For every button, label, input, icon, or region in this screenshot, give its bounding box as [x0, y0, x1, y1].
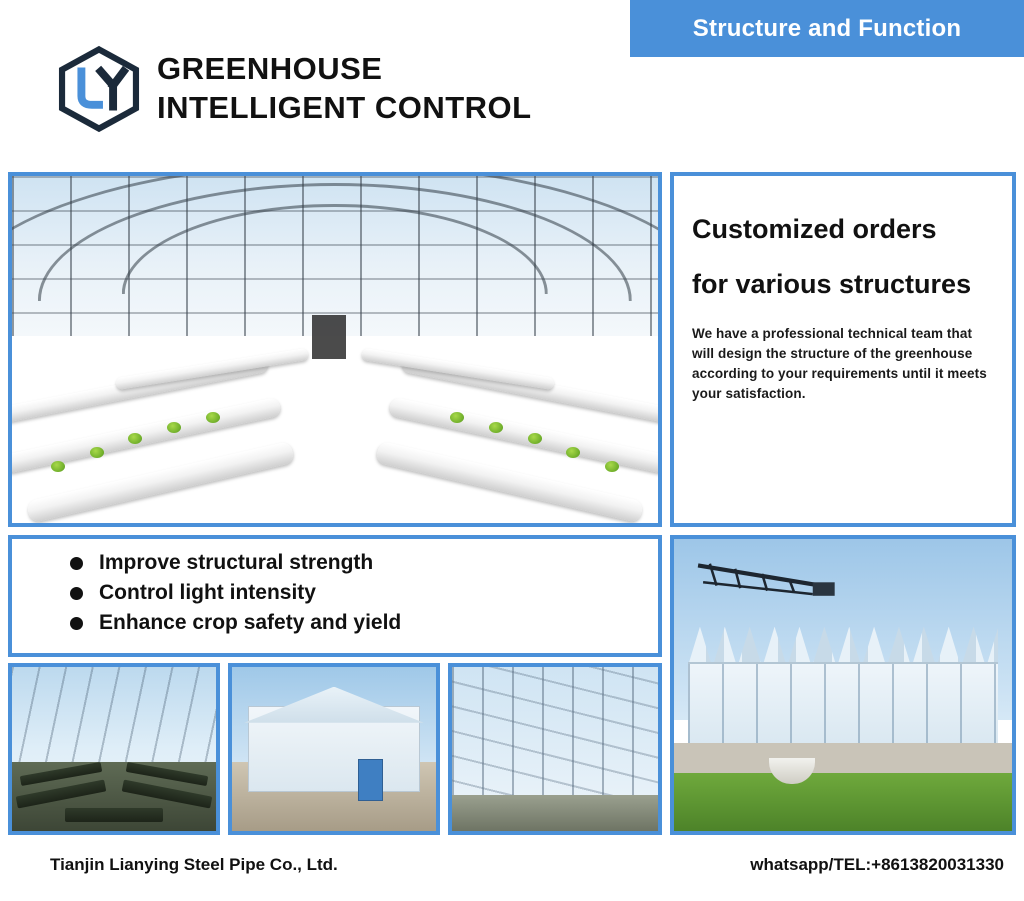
footer-company-name: Tianjin Lianying Steel Pipe Co., Ltd. [50, 855, 338, 874]
list-item [70, 551, 658, 575]
thumbnail-1-art [12, 667, 216, 831]
thumbnail-photo-2 [228, 663, 440, 835]
brand-line-1: GREENHOUSE [157, 51, 383, 87]
brand-text [157, 50, 532, 128]
thumbnail-3-art [452, 667, 658, 831]
thumbnail-photo-3 [448, 663, 662, 835]
footer-contact: whatsapp/TEL:+8613820031330 [750, 855, 1004, 874]
bullet-label: Enhance crop safety and yield [99, 611, 402, 634]
crane-boom-icon [681, 557, 877, 633]
header-banner [630, 0, 1024, 57]
brand-lockup [55, 45, 532, 133]
bullet-list-panel [8, 535, 662, 657]
promo-body-copy: We have a professional technical team that will design the structure of the greenhouse according to your requirements until it meets your satisfaction. [692, 326, 987, 401]
feature-photo-art [674, 539, 1012, 831]
hero-photo [8, 172, 662, 527]
bullet-label: Control light intensity [99, 581, 316, 604]
hero-photo-art [12, 176, 658, 523]
bullet-dot-icon [70, 557, 83, 570]
bullet-list [12, 539, 658, 635]
header-banner-label: Structure and Function [692, 14, 962, 42]
list-item [70, 611, 658, 635]
promo-text-panel [670, 172, 1016, 527]
bullet-label: Improve structural strength [99, 551, 374, 574]
bullet-dot-icon [70, 587, 83, 600]
bullet-dot-icon [70, 617, 83, 630]
thumbnail-2-art [232, 667, 436, 831]
promo-headline-line-1: Customized orders [692, 214, 937, 244]
list-item [70, 581, 658, 605]
feature-photo [670, 535, 1016, 835]
thumbnail-photo-1 [8, 663, 220, 835]
greenhouse-logo-icon [55, 45, 143, 133]
promo-headline-line-2: for various structures [692, 269, 972, 299]
brand-line-2: INTELLIGENT CONTROL [157, 90, 532, 125]
